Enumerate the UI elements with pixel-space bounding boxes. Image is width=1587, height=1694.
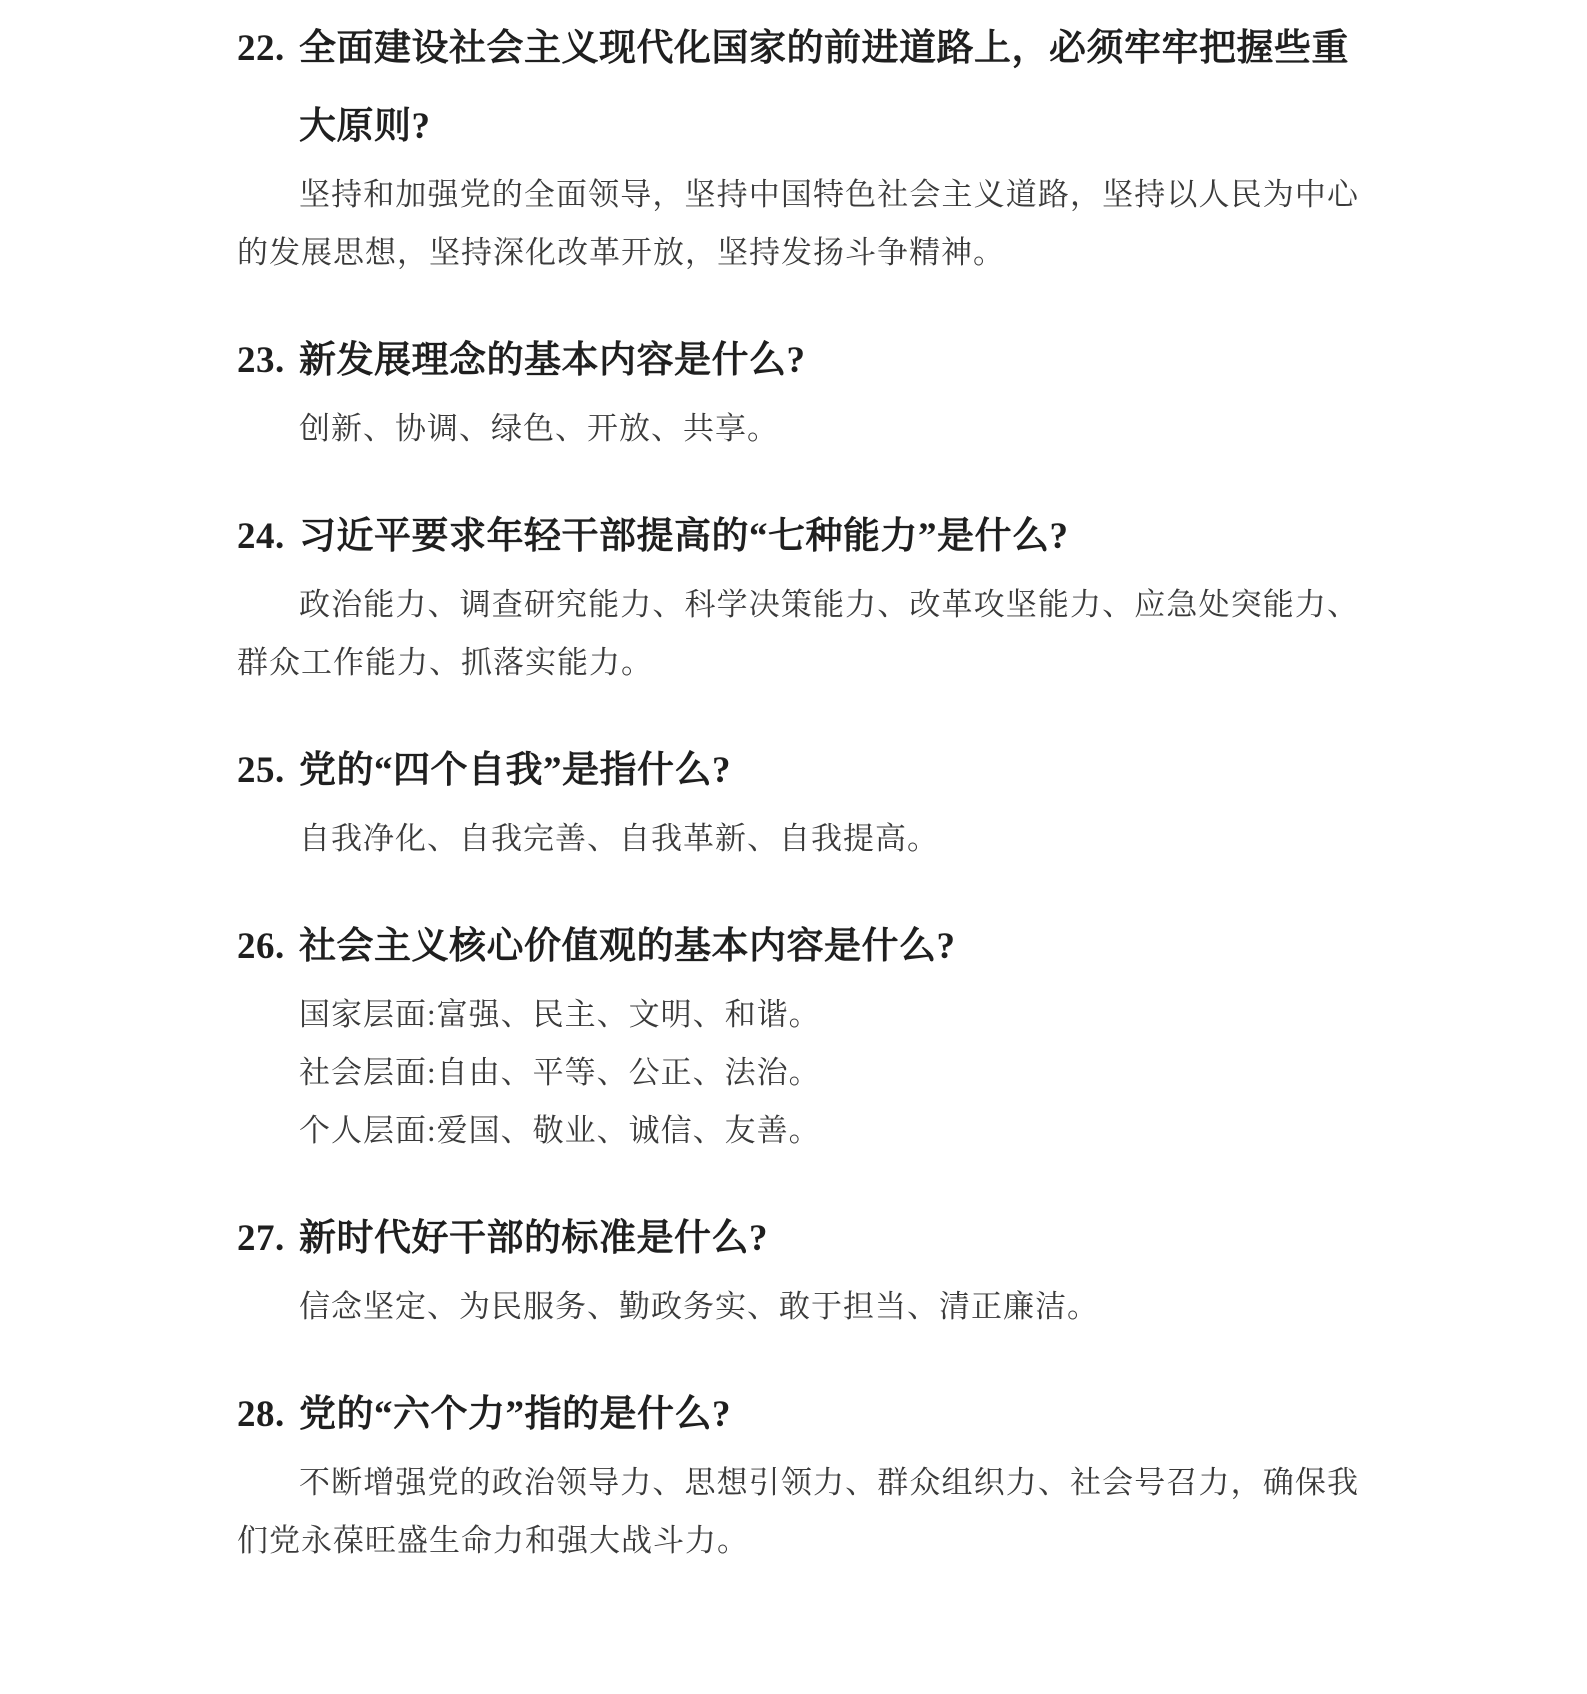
answer-paragraph: 不断增强党的政治领导力、思想引领力、群众组织力、社会号召力，确保我们党永葆旺盛生命力和强大战斗力。 (237, 1465, 1359, 1558)
answer-paragraph-society: 社会层面:自由、平等、公正、法治。 (299, 1055, 821, 1090)
answer-paragraph: 信念坚定、为民服务、勤政务实、敢于担当、清正廉洁。 (299, 1289, 1099, 1324)
question-text: 习近平要求年轻干部提高的“七种能力”是什么? (299, 516, 1069, 557)
question-27 (237, 1200, 1359, 1278)
qa-item-25 (237, 732, 1359, 868)
question-number: 26. (237, 926, 285, 967)
document-content (237, 10, 1359, 1570)
answer-paragraph: 政治能力、调查研究能力、科学决策能力、改革攻坚能力、应急处突能力、群众工作能力、抓落实能力。 (237, 587, 1359, 680)
qa-item-22 (237, 10, 1359, 282)
answer-paragraph: 坚持和加强党的全面领导，坚持中国特色社会主义道路，坚持以人民为中心的发展思想，坚持深化改革开放，坚持发扬斗争精神。 (237, 177, 1359, 270)
question-23 (237, 322, 1359, 400)
qa-item-28 (237, 1376, 1359, 1570)
qa-item-27 (237, 1200, 1359, 1336)
answer-paragraph-personal: 个人层面:爱国、敬业、诚信、友善。 (299, 1113, 821, 1148)
qa-item-23 (237, 322, 1359, 458)
question-24 (237, 498, 1359, 576)
question-number: 22. (237, 28, 285, 69)
question-22 (237, 10, 1359, 166)
answer-paragraph-national: 国家层面:富强、民主、文明、和谐。 (299, 997, 821, 1032)
answer-paragraph: 自我净化、自我完善、自我革新、自我提高。 (299, 821, 939, 856)
question-28 (237, 1376, 1359, 1454)
question-number: 28. (237, 1394, 285, 1435)
question-text: 新发展理念的基本内容是什么? (299, 340, 806, 381)
question-number: 24. (237, 516, 285, 557)
question-26 (237, 908, 1359, 986)
answer-paragraph: 创新、协调、绿色、开放、共享。 (299, 411, 779, 446)
question-text: 党的“六个力”指的是什么? (299, 1394, 731, 1435)
question-text: 新时代好干部的标准是什么? (299, 1218, 768, 1259)
qa-item-26 (237, 908, 1359, 1160)
question-number: 27. (237, 1218, 285, 1259)
qa-item-24 (237, 498, 1359, 692)
question-number: 25. (237, 750, 285, 791)
question-text: 全面建设社会主义现代化国家的前进道路上，必须牢牢把握些重大原则? (299, 28, 1349, 147)
question-number: 23. (237, 340, 285, 381)
question-25 (237, 732, 1359, 810)
question-text: 党的“四个自我”是指什么? (299, 750, 731, 791)
question-text: 社会主义核心价值观的基本内容是什么? (299, 926, 956, 967)
